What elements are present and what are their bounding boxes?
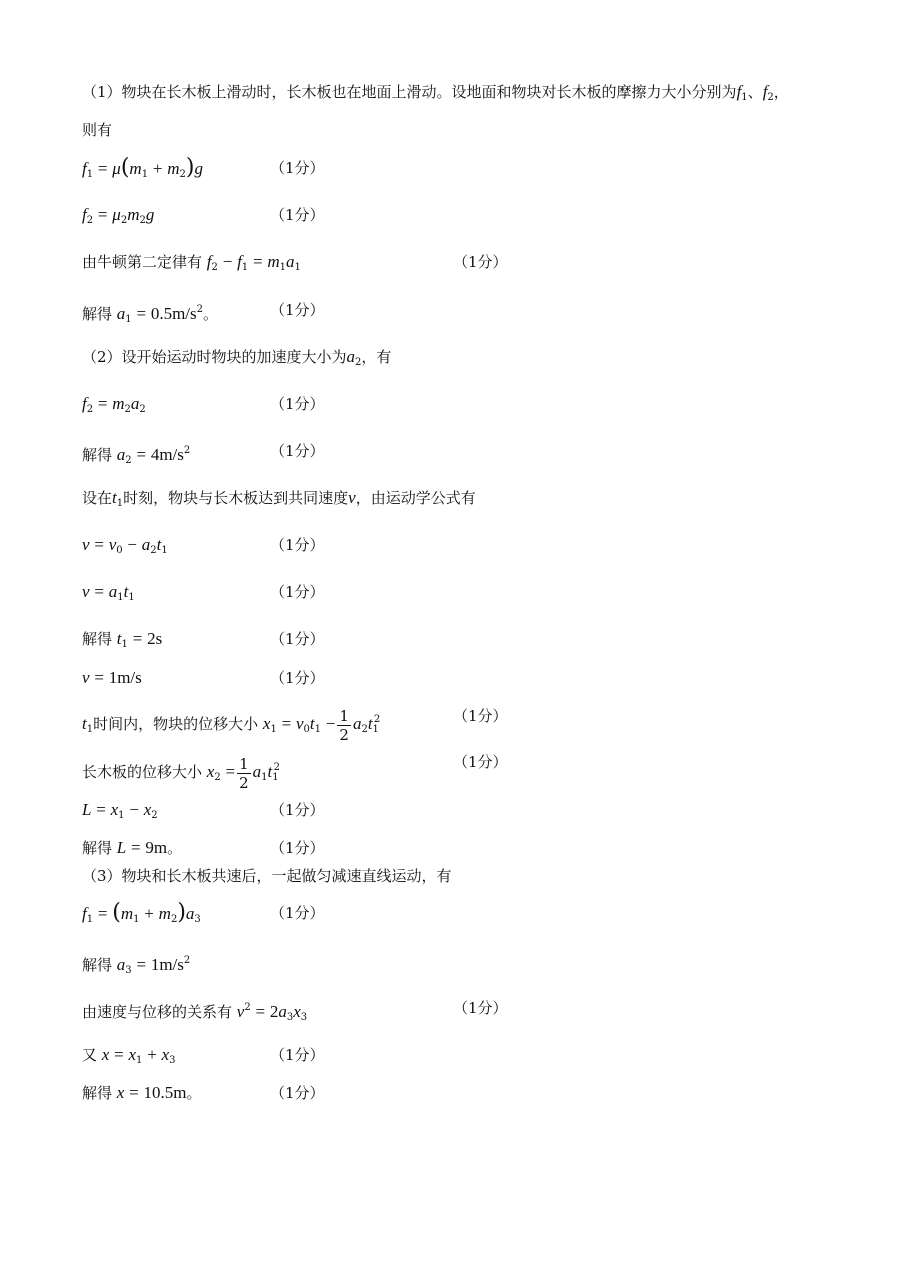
a2-value: 4m/s	[150, 445, 184, 464]
score-label: （1分）	[270, 630, 325, 648]
t1-intro-a: 设在	[82, 489, 113, 507]
t1-intro-line: 设在$t_1$时刻，物块与长木板达到共同速度v，由运动学公式有	[82, 488, 476, 509]
score-label: （1分）	[270, 904, 325, 922]
eq-x-sum: 又 $x = x_1 + x_3$	[82, 1045, 176, 1066]
eq-f1-a3: $f_1 = (m_1 + m_2)a_3$	[82, 900, 201, 925]
solve-prefix: 解得	[82, 446, 113, 464]
score-label: （1分）	[270, 301, 325, 319]
score-label: （1分）	[270, 801, 325, 819]
score-label: （1分）	[270, 206, 325, 224]
eq-L-result: 解得 L = 9m。	[82, 838, 183, 857]
v-value: 1m/s	[108, 668, 142, 687]
L-value: 9m	[145, 838, 168, 857]
solve-prefix: 解得	[82, 630, 113, 648]
eq-f1: $f_1 = \mu(m_1 + m_2)g$	[82, 155, 203, 180]
score-label: （1分）	[270, 1046, 325, 1064]
eq-a2-result: 解得 $a_2 = 4m/s^2$	[82, 445, 191, 466]
solve-prefix: 解得	[82, 839, 113, 857]
score-label: （1分）	[270, 442, 325, 460]
t1-intro-c: ，由运动学公式有	[355, 489, 476, 507]
eq-a1-result: 解得 $a_1 = 0.5m/s^2$。	[82, 304, 219, 325]
fraction-one-half: $\frac{1}{2}$	[239, 754, 249, 792]
t1-intro-b: 时刻，物块与长木板达到共同速度	[123, 489, 349, 507]
part1-intro-line: （1）物块在长木板上滑动时，长木板也在地面上滑动。设地面和物块对长木板的摩擦力大小分别为$f_1$、$f_2$，	[82, 82, 789, 103]
part2-intro-line: （2）设开始运动时物块的加速度大小为$a_2$，有	[82, 347, 392, 368]
x-value: 10.5m	[143, 1083, 187, 1102]
eq-f2: $f_2 = \mu_2m_2g$	[82, 205, 155, 226]
again-prefix: 又	[82, 1046, 98, 1064]
score-label: （1分）	[270, 1084, 325, 1102]
solve-prefix: 解得	[82, 956, 113, 974]
a1-value: 0.5m/s	[150, 304, 197, 323]
t1-value: 2s	[147, 629, 163, 648]
part1-intro-text-b: 则有	[82, 121, 113, 139]
score-label: （1分）	[453, 253, 508, 271]
x2-prefix: 长木板的位移大小	[82, 763, 203, 781]
part3-intro-line	[82, 866, 452, 886]
solve-prefix: 解得	[82, 1084, 113, 1102]
period: 。	[186, 1084, 202, 1102]
score-label: （1分）	[453, 999, 508, 1017]
eq-a3-result: 解得 $a_3 = 1m/s^2$	[82, 955, 191, 976]
period: 。	[167, 839, 183, 857]
part1-intro-continuation	[82, 120, 112, 140]
score-label: （1分）	[270, 583, 325, 601]
score-label: （1分）	[453, 753, 508, 771]
score-label: （1分）	[270, 536, 325, 554]
solve-prefix: 解得	[82, 305, 113, 323]
part3-intro-text: （3）物块和长木板共速后，一起做匀减速直线运动，有	[82, 867, 452, 885]
eq-f2-newton: $f_2 = m_2a_2$	[82, 394, 146, 415]
eq-v-object: $v = v_0 - a_2t_1$	[82, 535, 168, 556]
score-label: （1分）	[270, 159, 325, 177]
score-label: （1分）	[270, 669, 325, 687]
relation-prefix: 由速度与位移的关系有	[82, 1003, 233, 1021]
part2-intro-text: （2）设开始运动时物块的加速度大小为	[82, 348, 347, 366]
period: 。	[203, 305, 219, 323]
score-label: （1分）	[270, 395, 325, 413]
part2-intro-end: ，有	[361, 348, 392, 366]
score-label: （1分）	[453, 707, 508, 725]
eq-v-result: v = 1m/s	[82, 668, 142, 687]
newton-prefix: 由牛顿第二定律有	[82, 253, 203, 271]
eq-newton: 由牛顿第二定律有 $f_2 - f_1 = m_1a_1$	[82, 252, 301, 273]
part1-intro-text: （1）物块在长木板上滑动时，长木板也在地面上滑动。设地面和物块对长木板的摩擦力大小分别为	[82, 83, 737, 101]
eq-x1: $t_1$时间内，物块的位移大小 $x_1 = v_0t_1$ − $\frac{1}{2}$ $a_2t_1^2$	[82, 706, 381, 744]
x1-prefix: 时间内，物块的位移大小	[93, 715, 259, 733]
fraction-one-half: $\frac{1}{2}$	[339, 706, 349, 744]
eq-v-board: $v = a_1t_1$	[82, 582, 135, 603]
a3-value: 1m/s	[150, 955, 184, 974]
eq-t1-result: 解得 $t_1 = 2s$	[82, 629, 163, 650]
eq-velocity-displacement: 由速度与位移的关系有 $v^2 = 2a_3x_3$	[82, 1002, 308, 1023]
eq-x-result: 解得 x = 10.5m。	[82, 1083, 202, 1102]
score-label: （1分）	[270, 839, 325, 857]
eq-x2: 长木板的位移大小 $x_2$ = $\frac{1}{2}$ $a_1t_1^2$	[82, 754, 280, 792]
eq-L: $L = x_1 - x_2$	[82, 800, 158, 821]
